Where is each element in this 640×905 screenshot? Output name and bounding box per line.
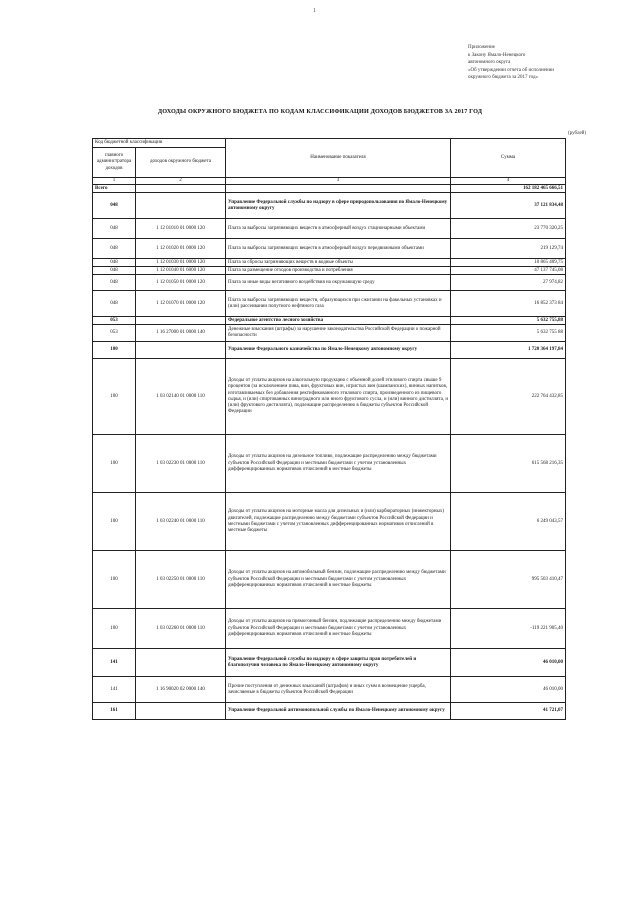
indicator-name-cell: Плата за выбросы загрязняющих веществ, образующихся при сжигании на факельных установках и (или) рассеивании попутного нефтяного газа (226, 291, 451, 317)
sum-cell: 23 770 320,25 (451, 219, 566, 239)
budget-code-cell: 1 03 02140 01 0000 110 (136, 359, 226, 435)
table-row (93, 291, 566, 317)
table-row (93, 551, 566, 609)
budget-code-cell: 1 03 02240 01 0000 110 (136, 493, 226, 551)
budget-code-cell (136, 649, 226, 677)
table-row (93, 435, 566, 493)
admin-code-cell: 141 (93, 649, 136, 677)
budget-code-cell: 1 16 27000 01 0000 140 (136, 325, 226, 342)
budget-code-cell: 1 12 01020 01 0000 120 (136, 239, 226, 259)
indicator-name-cell: Плата за сбросы загрязняющих веществ в водные объекты (226, 259, 451, 267)
appendix-line: автономного округа (468, 60, 511, 65)
header-budget-code: доходов окружного бюджета (136, 148, 226, 178)
table-row (93, 275, 566, 291)
header-classification-code: Код бюджетной классификации (93, 139, 226, 148)
budget-code-cell: 1 03 02230 01 0000 110 (136, 435, 226, 493)
appendix-line: Приложение (468, 45, 495, 50)
admin-code-cell: 100 (93, 493, 136, 551)
table-row (93, 649, 566, 677)
budget-code-cell (136, 193, 226, 219)
admin-code-cell: 100 (93, 359, 136, 435)
sum-cell: 41 721,07 (451, 703, 566, 720)
appendix-line: окружного бюджета за 2017 год» (468, 75, 539, 80)
indicator-name-cell: Управление Федерального казначейства по Ямало-Ненецкому автономному округу (226, 342, 451, 359)
indicator-name-cell: Управление Федеральной службы по надзору в сфере защиты прав потребителей и благополучия человека по Ямало-Ненецкому автономному округу (226, 649, 451, 677)
page-title: ДОХОДЫ ОКРУЖНОГО БЮДЖЕТА ПО КОДАМ КЛАССИФИКАЦИИ ДОХОДОВ БЮДЖЕТОВ ЗА 2017 ГОД (157, 108, 483, 115)
indicator-name-cell: Доходы от уплаты акцизов на моторные масла для дизельных и (или) карбюраторных (инжекторных) двигателей, подлежащие распределению между бюджетами субъектов Российской Федерации и местными бюджетами с учетом установленных дифференцированных нормативов отчислений в местные бюджеты (226, 493, 451, 551)
admin-code-cell: 048 (93, 291, 136, 317)
budget-code-cell (136, 317, 226, 325)
budget-code-cell (136, 703, 226, 720)
header-name: Наименование показателя (226, 139, 451, 178)
indicator-name-cell: Плата за выбросы загрязняющих веществ в атмосферный воздух стационарными объектами (226, 219, 451, 239)
table-row (93, 219, 566, 239)
indicator-name-cell: Доходы от уплаты акцизов на автомобильный бензин, подлежащие распределению между бюджетами субъектов Российской Федерации и местными бюджетами с учетом установленных дифференцированных нормативов отчислений в местные бюджеты (226, 551, 451, 609)
table-row (93, 325, 566, 342)
admin-code-cell: 141 (93, 677, 136, 703)
table-row (93, 493, 566, 551)
sum-cell: 46 010,00 (451, 649, 566, 677)
sum-cell: 219 129,74 (451, 239, 566, 259)
admin-code-cell: 048 (93, 239, 136, 259)
indicator-name-cell: Управление Федеральной антимонопольной службы по Ямало-Ненецкому автономному округу (226, 703, 451, 720)
table-row (93, 342, 566, 359)
indicator-name-cell: Доходы от уплаты акцизов на алкогольную продукцию с объемной долей этилового спирта свыше 9 процентов (за исключением пива, вин, фруктовых вин, игристых вин (шампанских), винных напитков, изготавливаемых без добавления ректификованного этилового спирта, произведенного из пищевого сырья, и (или) спиртованных виноградного или иного фруктового сусла, и (или) винного дистиллята, и (или) фруктового дистиллята), подлежащие распределению в бюджеты субъектов Российской Федерации (226, 359, 451, 435)
appendix-line: к Закону Ямало-Ненецкого (468, 52, 526, 58)
sum-cell: 47 137 745,08 (451, 267, 566, 275)
sum-cell: 1 720 364 197,84 (451, 342, 566, 359)
revenue-table (92, 138, 566, 720)
appendix-line: «Об утверждении отчета об исполнении (468, 67, 554, 73)
admin-code-cell: 100 (93, 342, 136, 359)
indicator-name-cell: Доходы от уплаты акцизов на прямогонный бензин, подлежащие распределению между бюджетами субъектов Российской Федерации и местными бюджетами с учетом установленных дифференцированных нормативов отчислений в местные бюджеты (226, 609, 451, 649)
indicator-name-cell: Плата за выбросы загрязняющих веществ в атмосферный воздух передвижными объектами (226, 239, 451, 259)
budget-code-cell: 1 12 01040 01 6000 120 (136, 267, 226, 275)
sum-cell: 6 249 043,57 (451, 493, 566, 551)
sum-cell: 27 974,82 (451, 275, 566, 291)
sum-cell: 5 632 755 88 (451, 325, 566, 342)
sum-cell: 995 503 410,47 (451, 551, 566, 609)
sum-cell: 37 121 834,48 (451, 193, 566, 219)
table-row (93, 193, 566, 219)
unit-label: (рублей) (568, 131, 587, 136)
indicator-name-cell: Денежные взыскания (штрафы) за нарушение законодательства Российской Федерации о пожарной безопасности (226, 325, 451, 342)
table-row (93, 259, 566, 267)
sum-cell: -119 221 905,40 (451, 609, 566, 649)
header-admin-code: главного администратора доходов (93, 148, 136, 178)
sum-cell: 615 568 216,35 (451, 435, 566, 493)
indicator-name-cell: Управление Федеральной службы по надзору в сфере природопользования по Ямало-Ненецкому автономному округу (226, 193, 451, 219)
header-sum: Сумма (451, 139, 566, 178)
index-cell: 3 (226, 178, 451, 185)
total-label: Всего (93, 185, 136, 193)
table-row (93, 317, 566, 325)
page-number: 1 (313, 8, 316, 14)
table-row (93, 359, 566, 435)
budget-code-cell: 1 12 01070 01 0000 120 (136, 291, 226, 317)
admin-code-cell: 048 (93, 219, 136, 239)
table-row (93, 609, 566, 649)
admin-code-cell: 100 (93, 609, 136, 649)
table-row (93, 239, 566, 259)
budget-code-cell: 1 12 01050 01 0000 120 (136, 275, 226, 291)
budget-code-cell: 1 12 01030 01 0000 120 (136, 259, 226, 267)
sum-cell: 46 010,00 (451, 677, 566, 703)
indicator-name-cell: Прочие поступления от денежных взысканий (штрафов) и иных сумм в возмещение ущерба, зачисляемые в бюджеты субъектов Российской Федерации (226, 677, 451, 703)
total-value: 162 182 465 666,51 (451, 185, 566, 193)
admin-code-cell: 053 (93, 325, 136, 342)
budget-code-cell (136, 342, 226, 359)
indicator-name-cell: Плата за иные виды негативного воздействия на окружающую среду (226, 275, 451, 291)
sum-cell: 222 764 432,85 (451, 359, 566, 435)
sum-cell: 10 865 409,75 (451, 259, 566, 267)
budget-code-cell: 1 03 02260 01 0000 110 (136, 609, 226, 649)
sum-cell: 5 632 755,88 (451, 317, 566, 325)
indicator-name-cell: Доходы от уплаты акцизов на дизельное топливо, подлежащие распределению между бюджетами субъектов Российской Федерации и местными бюджетами с учетом установленных дифференцированных нормативов отчислений в местные бюджеты (226, 435, 451, 493)
budget-code-cell: 1 03 02250 01 0000 110 (136, 551, 226, 609)
indicator-name-cell: Плата за размещение отходов производства и потребления (226, 267, 451, 275)
index-cell: 2 (136, 178, 226, 185)
admin-code-cell: 048 (93, 193, 136, 219)
table-row (93, 703, 566, 720)
index-cell: 4 (451, 178, 566, 185)
admin-code-cell: 048 (93, 267, 136, 275)
admin-code-cell: 048 (93, 259, 136, 267)
sum-cell: 16 852 373 84 (451, 291, 566, 317)
budget-code-cell: 1 16 90020 02 0000 140 (136, 677, 226, 703)
table-row (93, 677, 566, 703)
admin-code-cell: 048 (93, 275, 136, 291)
index-cell: 1 (93, 178, 136, 185)
appendix-note (468, 44, 618, 82)
admin-code-cell: 053 (93, 317, 136, 325)
admin-code-cell: 161 (93, 703, 136, 720)
table-row (93, 267, 566, 275)
budget-code-cell: 1 12 01010 01 0000 120 (136, 219, 226, 239)
admin-code-cell: 100 (93, 435, 136, 493)
indicator-name-cell: Федеральное агентство лесного хозяйства (226, 317, 451, 325)
admin-code-cell: 100 (93, 551, 136, 609)
